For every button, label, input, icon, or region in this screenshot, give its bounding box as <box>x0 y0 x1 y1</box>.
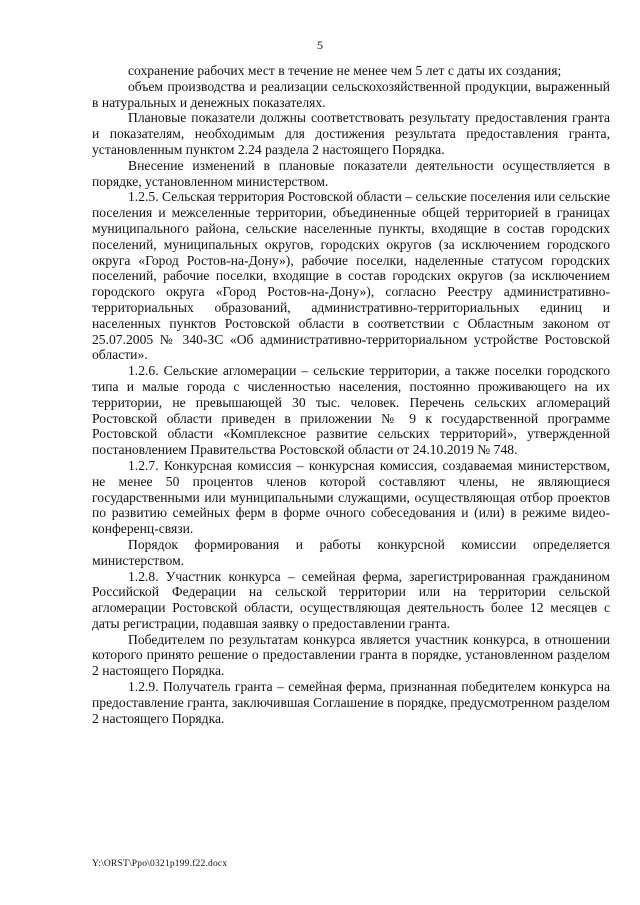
paragraph: 1.2.5. Сельская территория Ростовской области – сельские поселения или сельские поселения и межселенные территории, объединенные общей территорией в границах муниципального района, сельские населенные пункты, входящие в состав городских поселений, муниципальных округов, городских округов (за исключением городского округа «Город Ростов-на-Дону»), рабочие поселки, наделенные статусом городских поселений, рабочие поселки, входящие в состав городских округов (за исключением городского округа «Город Ростов-на-Дону»), согласно Реестру административно-территориальных образований, административно-территориальных единиц и населенных пунктов Ростовской области в соответствии с Областным законом от 25.07.2005 № 340-ЗС «Об административно-территориальном устройстве Ростовской области». <box>92 189 610 363</box>
page-number: 5 <box>317 38 323 52</box>
paragraph: сохранение рабочих мест в течение не менее чем 5 лет с даты их создания; <box>128 63 562 78</box>
footer-file-path: Y:\ORST\Ppo\0321p199.f22.docx <box>92 859 228 869</box>
paragraph: 1.2.8. Участник конкурса – семейная ферма, зарегистрированная гражданином Российской Федерации на сельской территории или на территории сельской агломерации Ростовской области, осуществляющая деятельность более 12 месяцев с даты регистрации, подавшая заявку о предоставлении гранта. <box>92 568 610 631</box>
paragraph: Порядок формирования и работы конкурсной комиссии определяется министерством. <box>92 536 610 568</box>
paragraph: Плановые показатели должны соответствовать результату предоставления гранта и показателям, необходимым для достижения результата предоставления гранта, установленным пунктом 2.24 раздела 2 настоящего Порядка. <box>92 110 610 157</box>
paragraph: 1.2.7. Конкурсная комиссия – конкурсная комиссия, создаваемая министерством, не менее 50 процентов членов которой составляют члены, не являющиеся государственными или муниципальными служащими, осуществляющая отбор проектов по развитию семейных ферм в форме очного собеседования и (или) в режиме видео-конференц-связи. <box>92 457 610 537</box>
paragraph: объем производства и реализации сельскохозяйственной продукции, выраженный в натуральных и денежных показателях. <box>92 78 610 110</box>
paragraph: Победителем по результатам конкурса является участник конкурса, в отношении которого принято решение о предоставлении гранта в порядке, установленном разделом 2 настоящего Порядка. <box>92 631 610 679</box>
document-body <box>92 63 610 726</box>
paragraph: Внесение изменений в плановые показатели деятельности осуществляется в порядке, установленном министерством. <box>92 157 610 189</box>
paragraph: 1.2.6. Сельские агломерации – сельские территории, а также поселки городского типа и малые города с численностью населения, постоянно проживающего на их территории, не превышающей 30 тыс. человек. Перечень сельских агломераций Ростовской области приведен в приложении № 9 к государственной программе Ростовской области «Комплексное развитие сельских территорий», утвержденной постановлением Правительства Ростовской области от 24.10.2019 № 748. <box>92 363 610 458</box>
paragraph: 1.2.9. Получатель гранта – семейная ферма, признанная победителем конкурса на предоставление гранта, заключившая Соглашение в порядке, предусмотренном разделом 2 настоящего Порядка. <box>92 679 610 726</box>
